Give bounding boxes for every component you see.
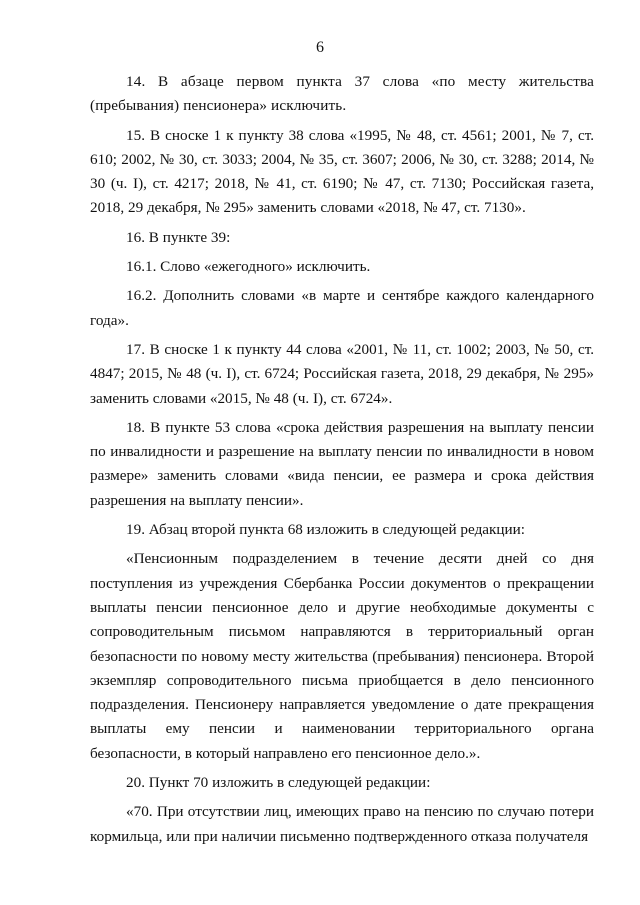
paragraph-19: 19. Абзац второй пункта 68 изложить в следующей редакции: bbox=[126, 521, 526, 539]
paragraph-16-2: 16.2. Дополнить словами «в марте и сентябре каждого календарного года». bbox=[90, 287, 594, 329]
document-body bbox=[90, 70, 594, 854]
paragraph-16: 16. В пункте 39: bbox=[126, 228, 231, 246]
paragraph-15: 15. В сноске 1 к пункту 38 слова «1995, № 48, ст. 4561; 2001, № 7, ст. 610; 2002, № 30, ст. 3033; 2004, № 35, ст. 3607; 2006, № 30, ст. 3288; 2014, № 30 (ч. I), ст. 4217; 2018, № 41, ст. 6190; № 47, ст. 7130; Российская газета, 2018, 29 декабря, № 295» заменить словами «2018, № 47, ст. 7130». bbox=[90, 126, 594, 217]
page-number: 6 bbox=[316, 39, 324, 56]
paragraph-18: 18. В пункте 53 слова «срока действия разрешения на выплату пенсии по инвалидности и разрешение на выплату пенсии по инвалидности в новом размере» заменить словами «вида пенсии, ее размера и срока действия разрешения на выплату пенсии». bbox=[90, 418, 594, 509]
paragraph-20: 20. Пункт 70 изложить в следующей редакции: bbox=[126, 774, 431, 792]
paragraph-19-quote: «Пенсионным подразделением в течение десяти дней со дня поступления из учреждения Сбербанка России документов о прекращении выплаты пенсии пенсионное дело и другие необходимые документы с сопроводительным письмом направляются в территориальный орган безопасности по новому месту жительства (пребывания) пенсионера. Второй экземпляр сопроводительного письма приобщается в дело пенсионного подразделения. Пенсионеру направляется уведомление о дате прекращения выплаты ему пенсии и наименовании территориального органа безопасности, в который направлено его пенсионное дело.». bbox=[90, 550, 594, 762]
paragraph-16-1: 16.1. Слово «ежегодного» исключить. bbox=[126, 258, 371, 276]
paragraph-14: 14. В абзаце первом пункта 37 слова «по месту жительства (пребывания) пенсионера» исключить. bbox=[90, 73, 594, 115]
paragraph-17: 17. В сноске 1 к пункту 44 слова «2001, № 11, ст. 1002; 2003, № 50, ст. 4847; 2015, № 48 (ч. I), ст. 6724; Российская газета, 2018, 29 декабря, № 295» заменить словами «2015, № 48 (ч. I), ст. 6724». bbox=[90, 340, 594, 407]
paragraph-20-quote: «70. При отсутствии лиц, имеющих право на пенсию по случаю потери кормильца, или при наличии письменно подтвержденного отказа получателя bbox=[90, 803, 594, 845]
